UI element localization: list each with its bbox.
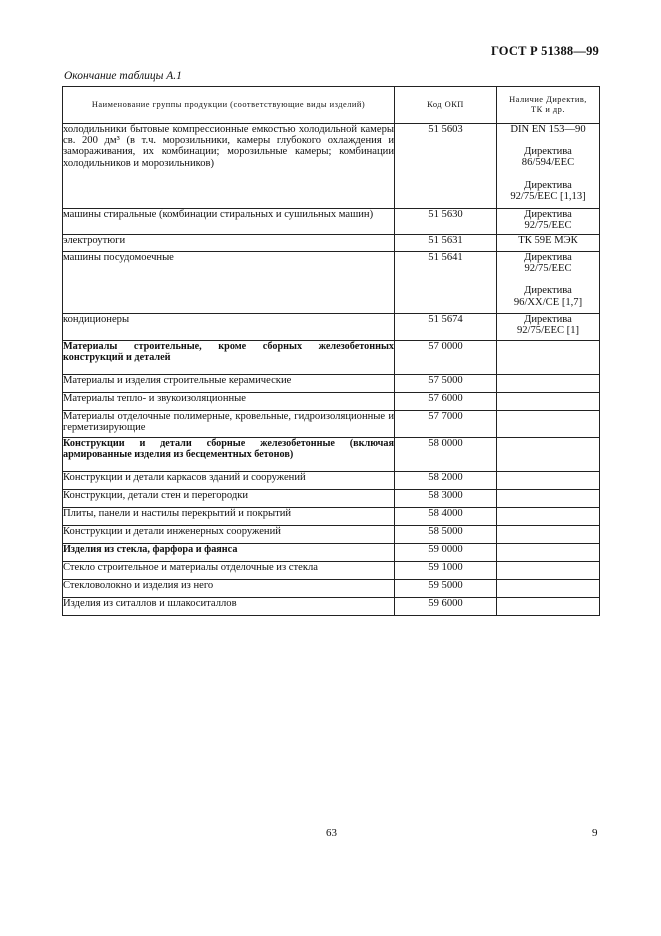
directive-spacer [497, 135, 599, 146]
table-row [63, 209, 600, 235]
cell-product-name: Конструкции, детали стен и перегородки [63, 490, 395, 508]
cell-product-name: Изделия из ситаллов и шлакоситаллов [63, 598, 395, 616]
directive-line: Директива [524, 252, 572, 263]
table-row [63, 598, 600, 616]
cell-product-name: Материалы строительные, кроме сборных железобетонных конструкций и деталей [63, 341, 395, 375]
directive-line: 92/75/ЕЕС [1] [516, 325, 580, 337]
table-group-row [63, 341, 600, 375]
cell-directives [497, 235, 600, 252]
cell-directives [497, 341, 600, 375]
cell-product-name: Конструкции и детали каркасов зданий и сооружений [63, 472, 395, 490]
table-row [63, 375, 600, 393]
cell-directives [497, 490, 600, 508]
cell-okp-code: 51 5631 [395, 235, 497, 252]
column-header-docs-line1: Наличие Директив, [509, 95, 587, 104]
table-group-row [63, 544, 600, 562]
cell-directives [497, 209, 600, 235]
cell-okp-code: 58 3000 [395, 490, 497, 508]
product-table [62, 86, 600, 616]
cell-directives [497, 393, 600, 411]
cell-directives [497, 124, 600, 209]
directive-line: Директива [524, 146, 572, 158]
column-header-code: Код ОКП [395, 87, 497, 124]
directive-line: Директива [524, 285, 572, 297]
cell-okp-code: 58 0000 [395, 438, 497, 472]
cell-okp-code: 51 5603 [395, 124, 497, 209]
cell-product-name: Материалы отделочные полимерные, кровельные, гидроизоляционные и герметизирующие [63, 411, 395, 438]
table-group-row [63, 438, 600, 472]
page-number-right: 9 [592, 827, 598, 839]
directive-line: 92/75/ЕЕС [524, 220, 572, 232]
page-number-center: 63 [326, 827, 337, 839]
cell-okp-code: 59 1000 [395, 562, 497, 580]
cell-directives [497, 580, 600, 598]
cell-product-name: Материалы тепло- и звукоизоляционные [63, 393, 395, 411]
directive-line: 92/75/ЕЕС [1,13] [510, 190, 586, 202]
cell-directives [497, 508, 600, 526]
cell-product-name: Конструкции и детали сборные железобетонные (включая армированные изделия из бесцементных бетонов) [63, 438, 395, 472]
standard-designation: ГОСТ Р 51388—99 [490, 44, 599, 58]
cell-okp-code: 58 5000 [395, 526, 497, 544]
directive-spacer [497, 274, 599, 285]
cell-okp-code: 59 0000 [395, 544, 497, 562]
directive-line: Директива [524, 209, 572, 220]
cell-directives [497, 526, 600, 544]
cell-product-name: Материалы и изделия строительные керамические [63, 375, 395, 393]
cell-okp-code: 59 6000 [395, 598, 497, 616]
cell-product-name: Стекловолокно и изделия из него [63, 580, 395, 598]
table-row [63, 490, 600, 508]
cell-okp-code: 58 4000 [395, 508, 497, 526]
cell-directives [497, 438, 600, 472]
cell-product-name: Конструкции и детали инженерных сооружений [63, 526, 395, 544]
directive-line: ТК 59Е МЭК [518, 235, 578, 246]
cell-product-name: Стекло строительное и материалы отделочные из стекла [63, 562, 395, 580]
cell-okp-code: 57 7000 [395, 411, 497, 438]
table-row [63, 526, 600, 544]
cell-okp-code: 51 5674 [395, 314, 497, 341]
directive-line: Директива [524, 179, 572, 191]
cell-product-name: Плиты, панели и настилы перекрытий и покрытий [63, 508, 395, 526]
cell-product-name: кондиционеры [63, 314, 395, 341]
cell-okp-code: 59 5000 [395, 580, 497, 598]
table-row [63, 124, 600, 209]
cell-okp-code: 57 0000 [395, 341, 497, 375]
cell-directives [497, 375, 600, 393]
directive-line: DIN EN 153—90 [510, 124, 586, 135]
column-header-docs-line2: ТК и др. [531, 105, 565, 114]
cell-directives [497, 562, 600, 580]
table-header-row [63, 87, 600, 124]
table-row [63, 235, 600, 252]
column-header-name: Наименование группы продукции (соответствующие виды изделий) [63, 87, 395, 124]
cell-okp-code: 57 6000 [395, 393, 497, 411]
cell-product-name: машины стиральные (комбинации стиральных и сушильных машин) [63, 209, 395, 235]
cell-directives [497, 411, 600, 438]
table-row [63, 411, 600, 438]
table-row [63, 580, 600, 598]
table-row [63, 252, 600, 314]
cell-product-name: электроутюги [63, 235, 395, 252]
cell-directives [497, 598, 600, 616]
cell-product-name: машины посудомоечные [63, 252, 395, 314]
table-body [63, 124, 600, 616]
cell-directives [497, 314, 600, 341]
directive-line: Директива [524, 314, 572, 325]
cell-product-name: холодильники бытовые компрессионные емкостью холодильной камеры св. 200 дм³ (в т.ч. морозильники, камеры глубокого охлаждения и замораживания, их комбинации; морозильные камеры; комбинации холодильников и морозильников) [63, 124, 395, 209]
table-row [63, 393, 600, 411]
directive-line: 86/594/ЕЕС [521, 157, 575, 169]
table-row [63, 562, 600, 580]
table-row [63, 508, 600, 526]
cell-okp-code: 51 5630 [395, 209, 497, 235]
cell-product-name: Изделия из стекла, фарфора и фаянса [63, 544, 395, 562]
table-caption: Окончание таблицы А.1 [64, 70, 182, 82]
cell-okp-code: 57 5000 [395, 375, 497, 393]
table-row [63, 472, 600, 490]
directive-line: 92/75/ЕЕС [524, 263, 572, 275]
directive-spacer [497, 169, 599, 180]
cell-okp-code: 51 5641 [395, 252, 497, 314]
cell-directives [497, 472, 600, 490]
column-header-docs [497, 87, 600, 124]
table-row [63, 314, 600, 341]
directive-line: 96/ХХ/СЕ [1,7] [513, 296, 583, 308]
cell-okp-code: 58 2000 [395, 472, 497, 490]
cell-directives [497, 544, 600, 562]
cell-directives [497, 252, 600, 314]
